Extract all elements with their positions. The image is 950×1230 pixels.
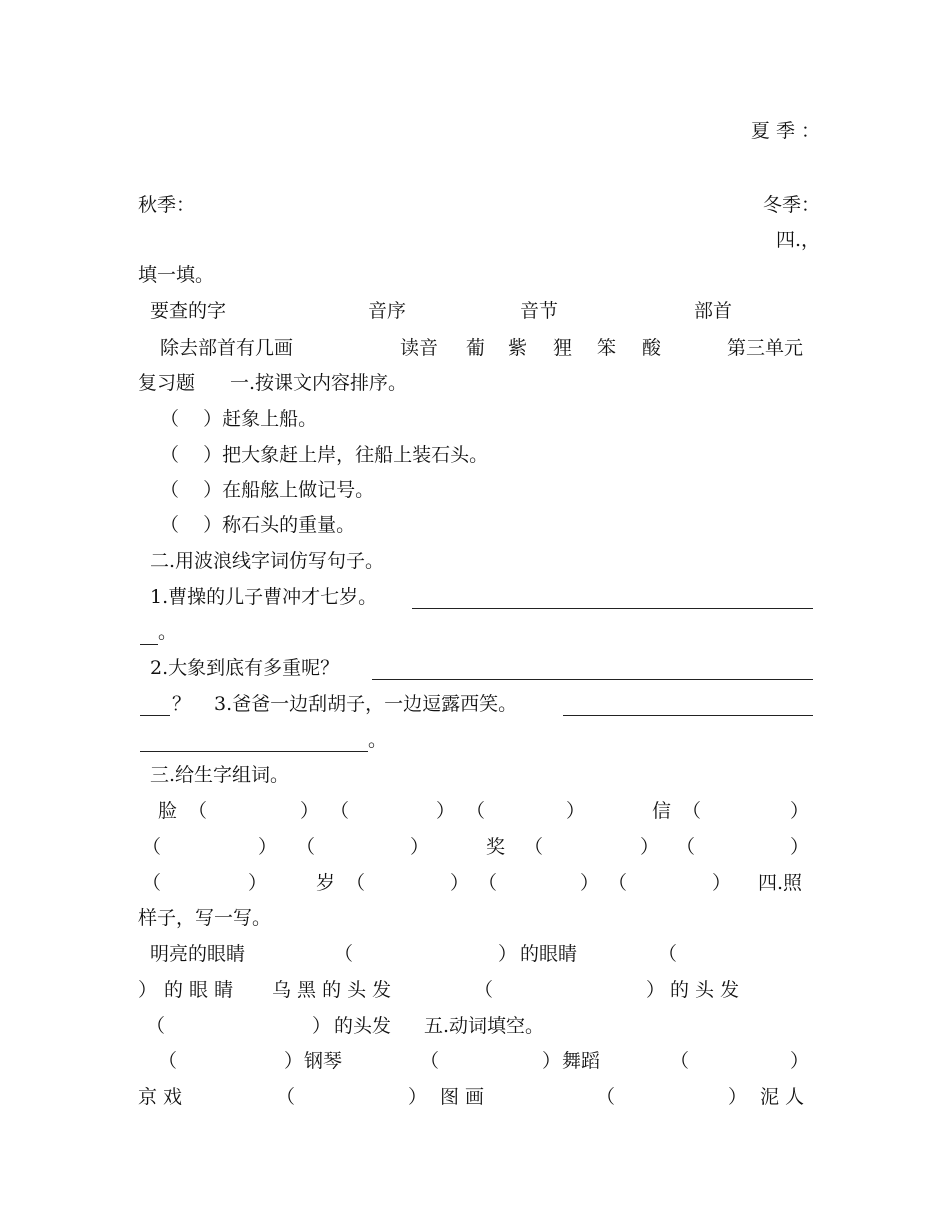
left-paren: （ [142,836,162,858]
verb-object: 泥 人 [760,1086,805,1108]
dict-char: 酸 [642,337,662,359]
right-paren: ） [790,800,810,822]
hair-suffix: 的头发 [334,1015,392,1037]
word-char: 信 [652,800,672,822]
left-paren: （ [608,872,628,894]
verb-object: 钢琴 [304,1050,343,1072]
word-char: 脸 [158,800,178,822]
eyes-suffix: 的 眼 睛 [164,979,234,1001]
left-paren: （ [146,1015,166,1037]
example-phrase-hair: 乌 黑 的 头 发 [272,979,392,1001]
section-four-title-cont: 样子，写一写。 [138,907,272,929]
right-paren: ） [284,1050,304,1072]
right-paren: ） [542,1050,562,1072]
right-paren: ） [566,800,586,822]
right-paren: ） [790,1050,810,1072]
answer-blank[interactable] [563,693,813,716]
hair-suffix: 的 头 发 [670,979,740,1001]
right-paren: ） [436,800,456,822]
word-char: 岁 [316,872,336,894]
verb-object: 图 画 [440,1086,485,1108]
right-paren: ） [728,1086,748,1108]
answer-blank[interactable] [140,693,170,716]
dict-header-syllable: 音节 [520,300,559,322]
right-paren: ） [580,872,600,894]
dict-strokes: 除去部首有几画 [160,337,294,359]
left-paren: （ [524,836,544,858]
left-paren: （ [346,872,366,894]
left-paren: （ [188,800,208,822]
left-paren: （ [466,800,486,822]
dict-char: 葡 [466,337,486,359]
right-paren: ） [790,836,810,858]
summer-label: 夏 季 ： [750,120,820,142]
imitation-question-2: 2.大象到底有多重呢？ [150,657,340,679]
imitation-question-3: 3.爸爸一边刮胡子，一边逗露西笑。 [214,693,518,715]
left-paren: （ [420,1050,440,1072]
review-title: 复习题 [138,372,196,394]
dict-reading: 读音 [400,337,439,359]
answer-blank[interactable] [412,586,813,609]
left-paren: （ [330,800,350,822]
dict-header-char: 要查的字 [150,300,227,322]
answer-blank[interactable] [140,729,368,752]
left-paren: （ [658,943,678,965]
order-item: （ ）赶象上船。 [160,408,318,430]
winter-label: 冬季： [762,194,820,216]
question-end-mark: ？ [172,693,192,715]
word-char: 奖 [486,836,506,858]
left-paren: （ [142,872,162,894]
left-paren: （ [682,800,702,822]
left-paren: （ [478,872,498,894]
left-paren: （ [596,1086,616,1108]
right-paren: ） [258,836,278,858]
order-item: （ ）在船舷上做记号。 [160,479,375,501]
dict-char: 笨 [597,337,617,359]
section-four-title: 四.照 [758,872,803,894]
right-paren: ） [138,979,158,1001]
left-paren: （ [158,1050,178,1072]
question-end-mark: 。 [368,729,388,751]
eyes-suffix: 的眼睛 [520,943,578,965]
dict-header-order: 音序 [368,300,407,322]
right-paren: ） [300,800,320,822]
dict-char: 紫 [508,337,528,359]
right-paren: ） [450,872,470,894]
section-three-title: 三.给生字组词。 [150,764,290,786]
left-paren: （ [474,979,494,1001]
order-item: （ ）称石头的重量。 [160,514,356,536]
dict-char: 狸 [553,337,573,359]
verb-object: 舞蹈 [562,1050,601,1072]
answer-blank[interactable] [372,657,813,680]
left-paren: （ [676,836,696,858]
section-one-title: 一.按课文内容排序。 [230,372,408,394]
right-paren: ） [410,836,430,858]
right-paren: ） [498,943,518,965]
autumn-label: 秋季： [138,194,196,216]
answer-blank[interactable] [140,622,158,645]
right-paren: ） [248,872,268,894]
left-paren: （ [334,943,354,965]
unit-title: 第三单元 [727,337,804,359]
section-two-title: 二.用波浪线字词仿写句子。 [150,550,385,572]
right-paren: ） [646,979,666,1001]
question-end-mark: 。 [158,621,178,643]
left-paren: （ [276,1086,296,1108]
example-phrase: 明亮的眼睛 [150,943,246,965]
right-paren: ） [712,872,732,894]
right-paren: ） [640,836,660,858]
section-four-top: 四.， [775,229,820,251]
verb-object: 京 戏 [138,1086,183,1108]
imitation-question-1: 1.曹操的儿子曹冲才七岁。 [150,586,378,608]
order-item: （ ）把大象赶上岸，往船上装石头。 [160,444,489,466]
section-five-title: 五.动词填空。 [424,1015,545,1037]
left-paren: （ [296,836,316,858]
right-paren: ） [408,1086,428,1108]
left-paren: （ [670,1050,690,1072]
fill-title: 填一填。 [138,264,215,286]
right-paren: ） [312,1015,332,1037]
dict-header-radical: 部首 [694,300,733,322]
